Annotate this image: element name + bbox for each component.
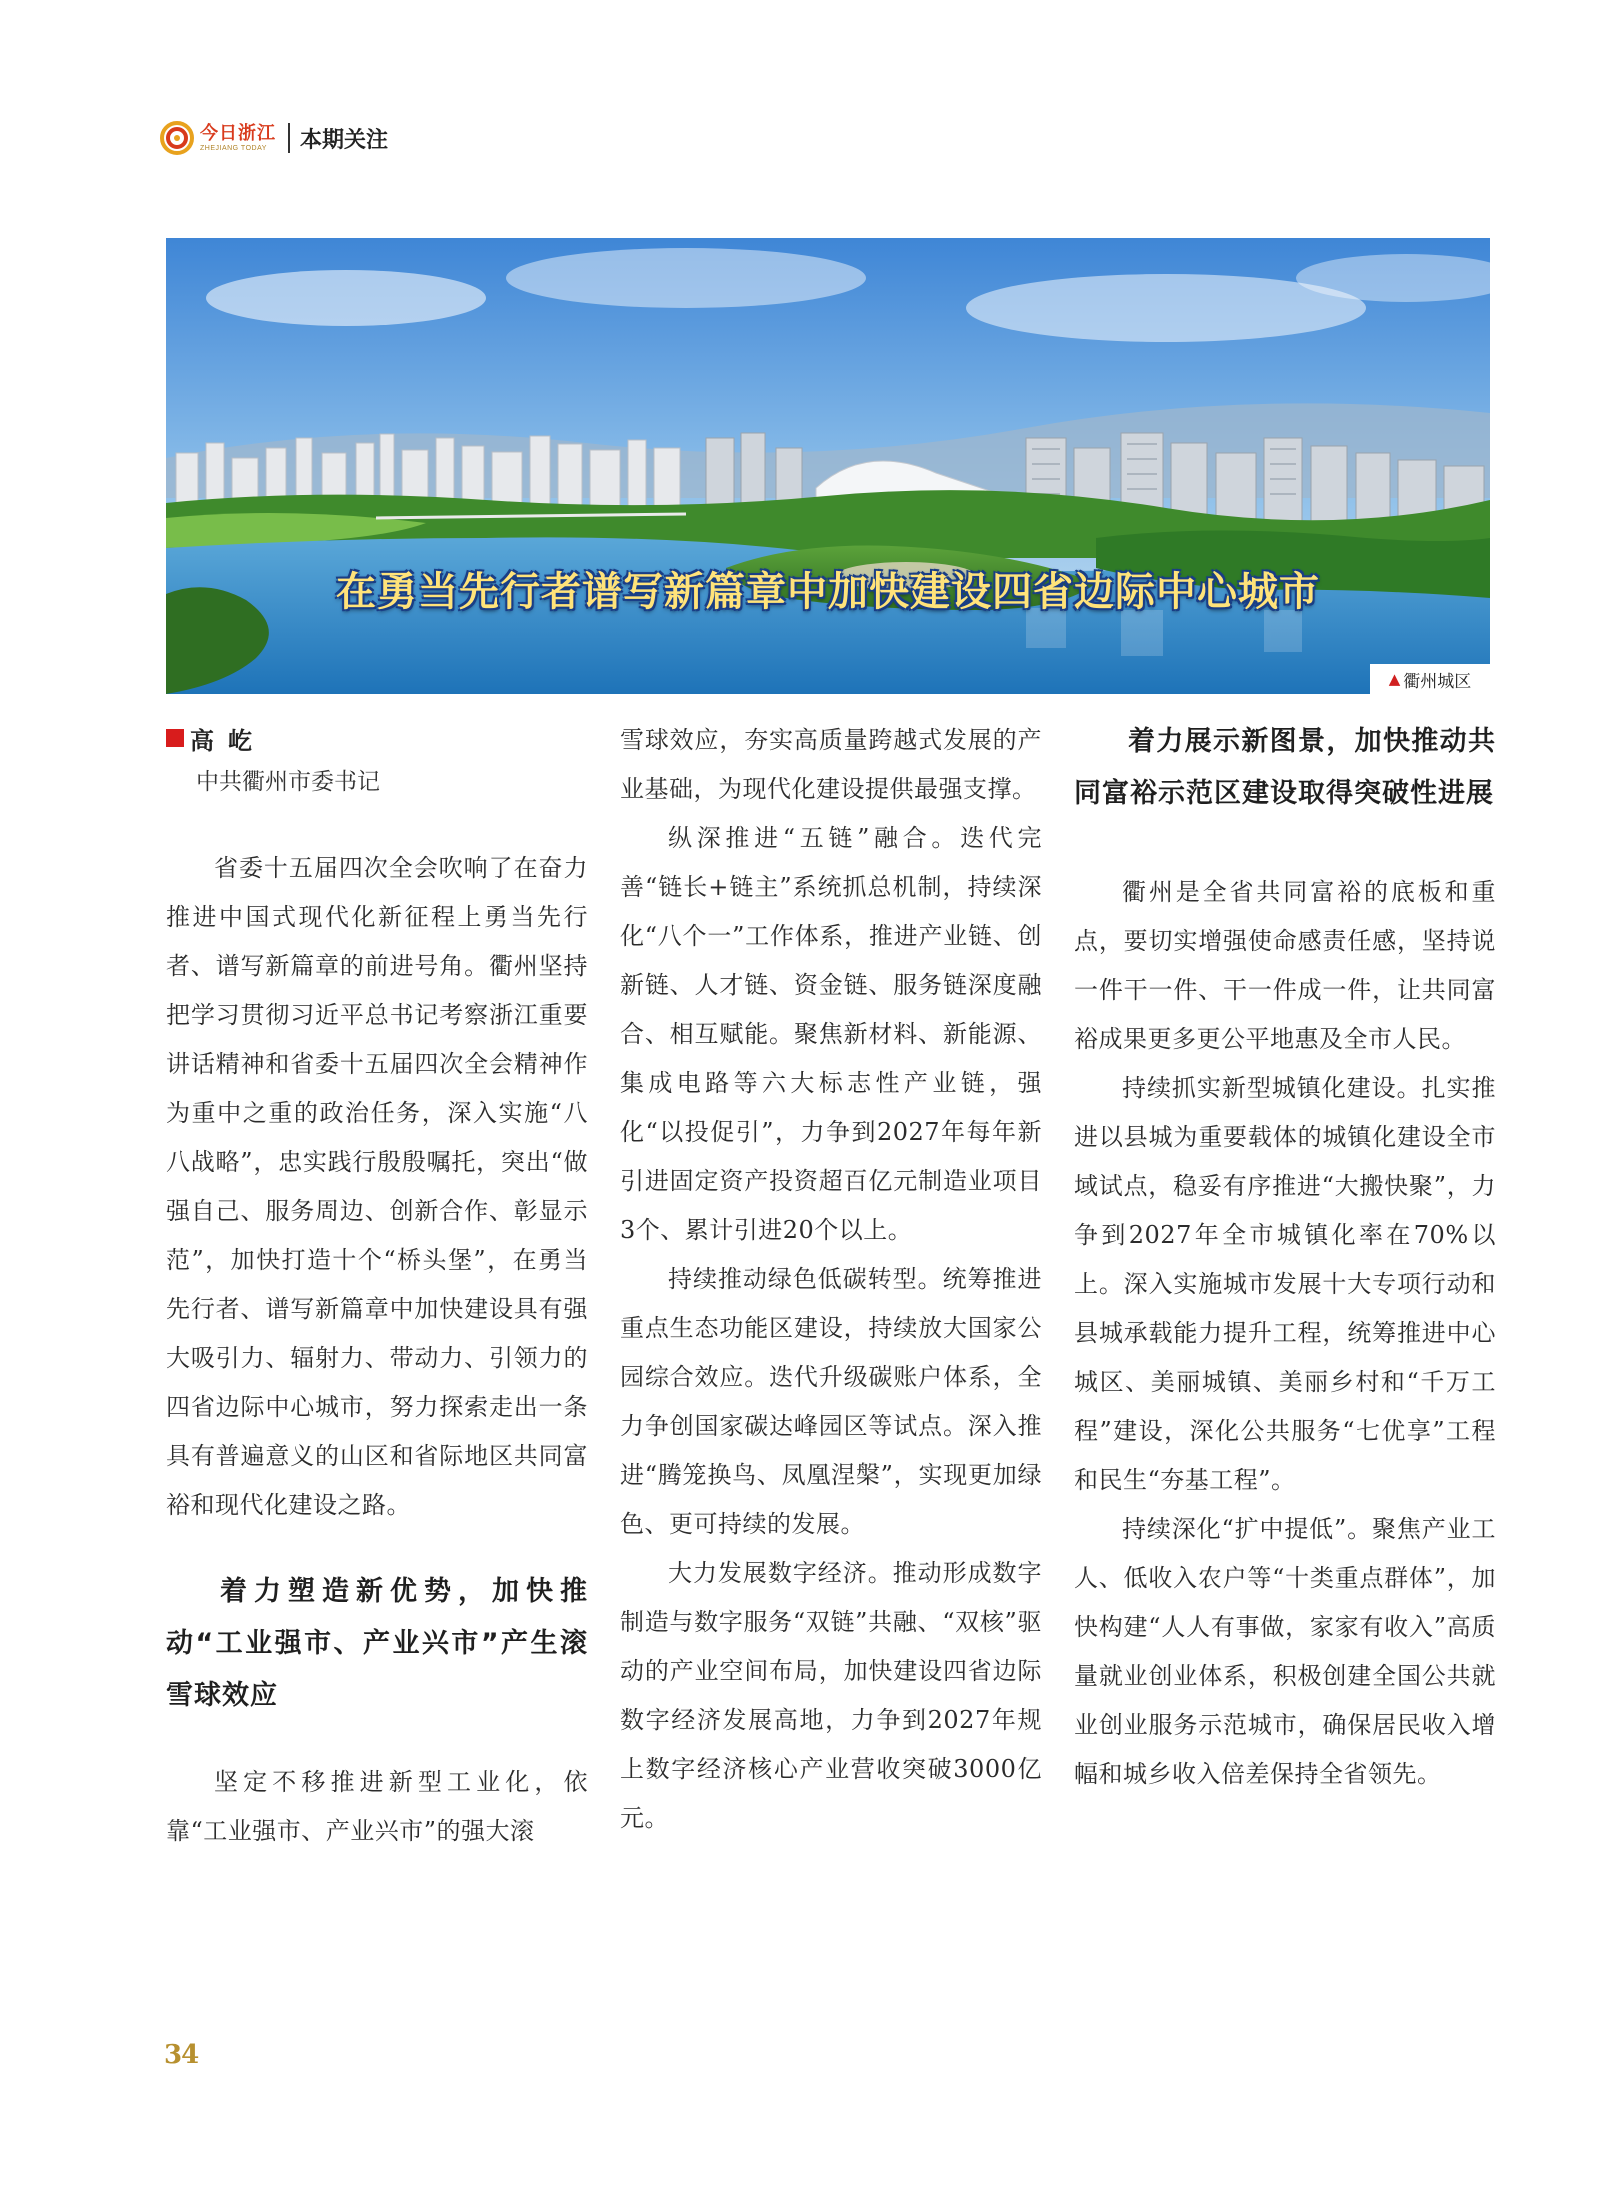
photo-caption-text: 衢州城区 xyxy=(1403,671,1472,692)
logo-chinese-name: 今日浙江 xyxy=(200,122,276,144)
body-paragraph: 大力发展数字经济。推动形成数字制造与数字服务“双链”共融、“双核”驱动的产业空间布局，加快建设四省边际数字经济发展高地，力争到2027年规上数字经济核心产业营收突破3000亿元。 xyxy=(620,1559,1042,1832)
author-name: 高屹 xyxy=(190,726,266,755)
red-square-icon xyxy=(166,729,184,747)
article-column-1 xyxy=(166,716,588,1856)
photo-caption xyxy=(1370,664,1490,694)
article-column-3 xyxy=(1074,716,1496,1799)
header-divider xyxy=(288,123,290,153)
city-skyline-photo xyxy=(166,238,1490,694)
article-column-2 xyxy=(620,716,1042,1843)
logo-text xyxy=(200,122,276,152)
body-paragraph: 坚定不移推进新型工业化，依靠“工业强市、产业兴市”的强大滚 xyxy=(166,1768,588,1845)
body-paragraph: 持续抓实新型城镇化建设。扎实推进以县城为重要载体的城镇化建设全市域试点，稳妥有序推进“大搬快聚”，力争到2027年全市城镇化率在70%以上。深入实施城市发展十大专项行动和县城承载能力提升工程，统筹推进中心城区、美丽城镇、美丽乡村和“千万工程”建设，深化公共服务“七优享”工程和民生“夯基工程”。 xyxy=(1074,1074,1496,1494)
magazine-header xyxy=(160,118,388,158)
zhejiang-today-logo-icon xyxy=(160,121,194,155)
section-label: 本期关注 xyxy=(300,127,389,153)
banner-title: 在勇当先行者谱写新篇章中加快建设四省边际中心城市 xyxy=(336,569,1320,615)
logo-english-name: ZHEJIANG TODAY xyxy=(200,144,267,152)
hero-banner xyxy=(166,238,1490,694)
body-paragraph: 持续推动绿色低碳转型。统筹推进重点生态功能区建设，持续放大国家公园综合效应。迭代升级碳账户体系，全力争创国家碳达峰园区等试点。深入推进“腾笼换鸟、凤凰涅槃”，实现更加绿色、更可持续的发展。 xyxy=(620,1265,1042,1538)
body-paragraph: 省委十五届四次全会吹响了在奋力推进中国式现代化新征程上勇当先行者、谱写新篇章的前进号角。衢州坚持把学习贯彻习近平总书记考察浙江重要讲话精神和省委十五届四次全会精神作为重中之重的政治任务，深入实施“八八战略”，忠实践行殷殷嘱托，突出“做强自己、服务周边、创新合作、彰显示范”，加快打造十个“桥头堡”，在勇当先行者、谱写新篇章中加快建设具有强大吸引力、辐射力、带动力、引领力的四省边际中心城市，努力探索走出一条具有普遍意义的山区和省际地区共同富裕和现代化建设之路。 xyxy=(166,854,588,1519)
author-byline xyxy=(166,716,588,760)
section-heading: 着力塑造新优势，加快推动“工业强市、产业兴市”产生滚雪球效应 xyxy=(166,1576,588,1711)
body-paragraph: 持续深化“扩中提低”。聚焦产业工人、低收入农户等“十类重点群体”，加快构建“人人有事做，家家有收入”高质量就业创业体系，积极创建全国公共就业创业服务示范城市，确保居民收入增幅和城乡收入倍差保持全省领先。 xyxy=(1074,1515,1496,1788)
section-heading: 着力展示新图景，加快推动共同富裕示范区建设取得突破性进展 xyxy=(1074,726,1496,809)
body-paragraph: 衢州是全省共同富裕的底板和重点，要切实增强使命感责任感，坚持说一件干一件、干一件成一件，让共同富裕成果更多更公平地惠及全市人民。 xyxy=(1074,878,1496,1053)
author-title: 中共衢州市委书记 xyxy=(196,769,380,795)
body-paragraph: 纵深推进“五链”融合。迭代完善“链长+链主”系统抓总机制，持续深化“八个一”工作体系，推进产业链、创新链、人才链、资金链、服务链深度融合、相互赋能。聚焦新材料、新能源、集成电路等六大标志性产业链，强化“以投促引”，力争到2027年每年新引进固定资产投资超百亿元制造业项目3个、累计引进20个以上。 xyxy=(620,824,1042,1244)
body-paragraph-continued: 雪球效应，夯实高质量跨越式发展的产业基础，为现代化建设提供最强支撑。 xyxy=(620,726,1042,803)
page-number: 34 xyxy=(164,2040,199,2070)
caption-triangle-icon: ▲ xyxy=(1388,670,1401,688)
